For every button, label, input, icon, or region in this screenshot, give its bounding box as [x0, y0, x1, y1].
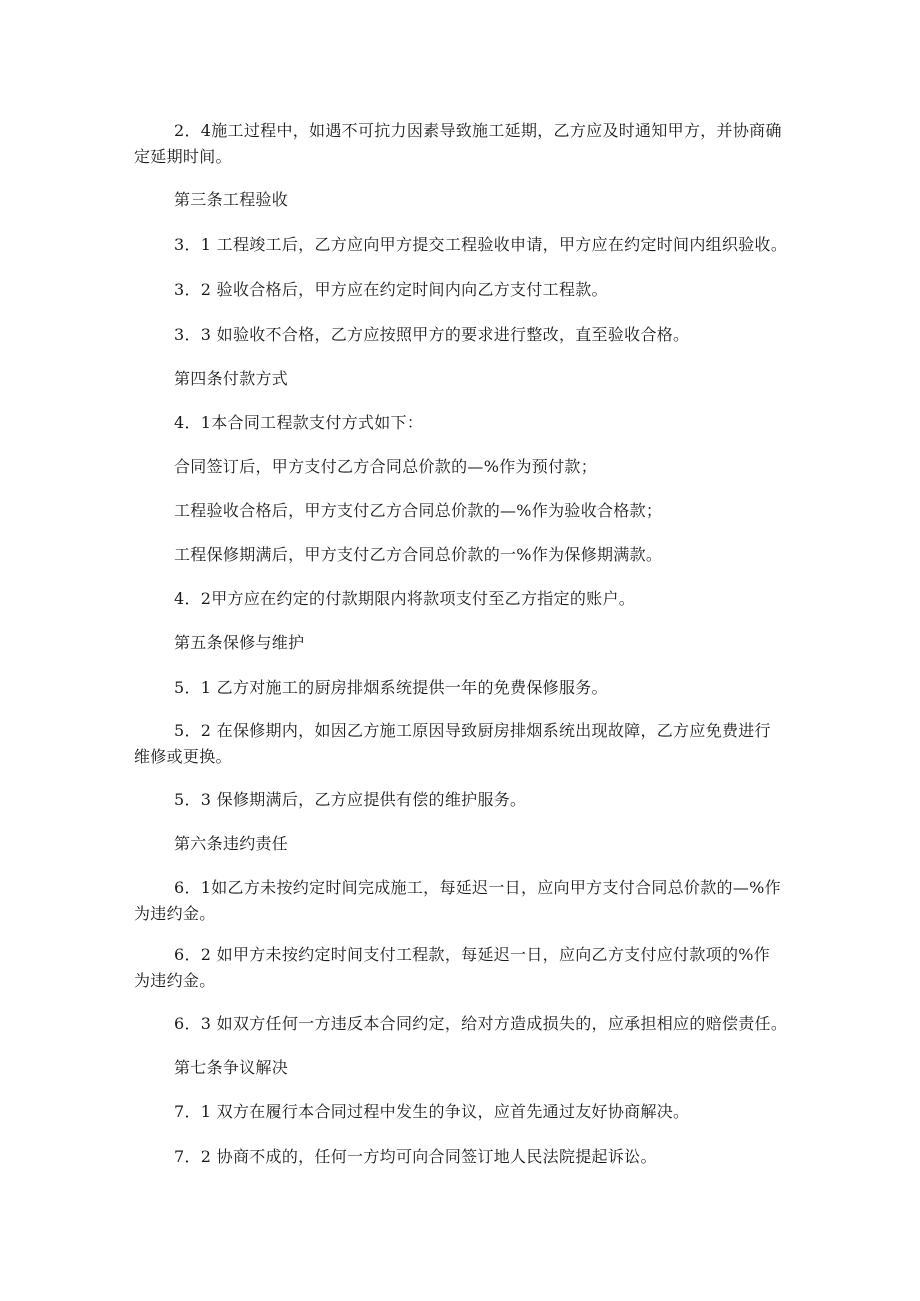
clause-line: 5．1 乙方对施工的厨房排烟系统提供一年的免费保修服务。 — [174, 678, 608, 697]
clause-6-2 — [134, 942, 794, 994]
clause-3-3 — [174, 322, 794, 348]
section-heading-text: 第七条争议解决 — [174, 1058, 289, 1077]
section-heading-text: 第三条工程验收 — [174, 190, 289, 209]
clause-4-1 — [174, 410, 794, 436]
clause-line: 工程保修期满后，甲方支付乙方合同总价款的一%作为保修期满款。 — [174, 545, 663, 564]
clause-line: 6．2 如甲方未按约定时间支付工程款，每延迟一日，应向乙方支付应付款项的%作 — [174, 945, 771, 964]
section-heading-3 — [174, 187, 794, 213]
clause-line-continued: 为违约金。 — [134, 971, 216, 990]
section-heading-5 — [174, 630, 794, 656]
clause-line: 6．1如乙方未按约定时间完成施工，每延迟一日，应向甲方支付合同总价款的—%作 — [174, 878, 781, 897]
payment-item-warranty — [174, 542, 794, 568]
section-heading-text: 第五条保修与维护 — [174, 633, 305, 652]
clause-line: 工程验收合格后，甲方支付乙方合同总价款的—%作为验收合格款； — [174, 501, 663, 520]
clause-line: 3．2 验收合格后，甲方应在约定时间内向乙方支付工程款。 — [174, 280, 608, 299]
clause-4-2 — [174, 586, 794, 612]
clause-line: 2．4施工过程中，如遇不可抗力因素导致施工延期，乙方应及时通知甲方，并协商确 — [174, 121, 782, 140]
payment-item-acceptance — [174, 498, 794, 524]
clause-7-1 — [174, 1099, 794, 1125]
clause-7-2 — [174, 1144, 794, 1170]
clause-5-3 — [174, 787, 794, 813]
payment-item-advance — [174, 454, 794, 480]
clause-6-3 — [174, 1011, 794, 1037]
clause-line: 7．1 双方在履行本合同过程中发生的争议，应首先通过友好协商解决。 — [174, 1102, 690, 1121]
clause-line-continued: 为违约金。 — [134, 904, 216, 923]
clause-3-2 — [174, 277, 794, 303]
clause-5-1 — [174, 675, 794, 701]
section-heading-7 — [174, 1055, 794, 1081]
clause-line: 4．1本合同工程款支付方式如下： — [174, 413, 424, 432]
clause-line-continued: 维修或更换。 — [134, 747, 232, 766]
clause-line: 5．3 保修期满后，乙方应提供有偿的维护服务。 — [174, 790, 527, 809]
clause-line: 3．3 如验收不合格，乙方应按照甲方的要求进行整改，直至验收合格。 — [174, 325, 690, 344]
clause-5-2 — [134, 718, 794, 770]
clause-line: 5．2 在保修期内，如因乙方施工原因导致厨房排烟系统出现故障，乙方应免费进行 — [174, 721, 771, 740]
clause-6-1 — [134, 875, 794, 927]
section-heading-6 — [174, 831, 794, 857]
clause-line: 7．2 协商不成的，任何一方均可向合同签订地人民法院提起诉讼。 — [174, 1147, 657, 1166]
clause-3-1 — [174, 232, 794, 258]
clause-line: 4．2甲方应在约定的付款期限内将款项支付至乙方指定的账户。 — [174, 589, 636, 608]
clause-line: 合同签订后，甲方支付乙方合同总价款的—%作为预付款； — [174, 457, 598, 476]
clause-2-4 — [134, 118, 794, 170]
clause-line-continued: 定延期时间。 — [134, 147, 232, 166]
clause-line: 3．1 工程竣工后，乙方应向甲方提交工程验收申请，甲方应在约定时间内组织验收。 — [174, 235, 788, 254]
clause-line: 6．3 如双方任何一方违反本合同约定，给对方造成损失的，应承担相应的赔偿责任。 — [174, 1014, 788, 1033]
section-heading-text: 第四条付款方式 — [174, 369, 289, 388]
section-heading-4 — [174, 366, 794, 392]
section-heading-text: 第六条违约责任 — [174, 834, 289, 853]
